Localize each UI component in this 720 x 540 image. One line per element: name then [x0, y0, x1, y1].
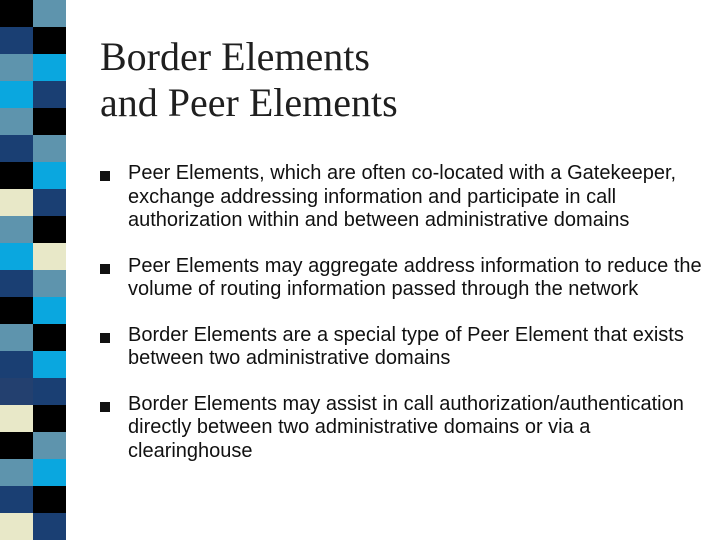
bullet-item	[100, 324, 710, 371]
stripe-cell	[33, 135, 66, 162]
slide-title-line-2: and Peer Elements	[100, 80, 398, 125]
stripe-cell	[33, 0, 66, 27]
stripe-cell	[0, 54, 33, 81]
stripe-cell	[0, 432, 33, 459]
square-bullet-icon	[100, 171, 110, 181]
stripe-cell	[33, 27, 66, 54]
stripe-cell	[0, 216, 33, 243]
stripe-cell	[0, 243, 33, 270]
stripe-cell	[0, 378, 33, 405]
stripe-cell	[33, 324, 66, 351]
stripe-cell	[33, 81, 66, 108]
decorative-stripe-bar	[0, 0, 66, 540]
stripe-cell	[33, 297, 66, 324]
stripe-cell	[0, 486, 33, 513]
stripe-cell	[33, 378, 66, 405]
stripe-cell	[33, 54, 66, 81]
stripe-cell	[0, 405, 33, 432]
stripe-cell	[0, 27, 33, 54]
stripe-cell	[33, 162, 66, 189]
stripe-cell	[0, 81, 33, 108]
bullet-item	[100, 393, 710, 464]
stripe-cell	[33, 513, 66, 540]
stripe-cell	[33, 189, 66, 216]
bullet-text: Border Elements are a special type of Peer Element that exists between two administrative domains	[128, 323, 684, 369]
bullet-item	[100, 162, 710, 233]
stripe-cell	[0, 189, 33, 216]
slide-title	[100, 34, 700, 126]
bullet-text: Peer Elements, which are often co-located with a Gatekeeper, exchange addressing information and participate in call authorization within and between administrative domains	[128, 162, 677, 231]
stripe-cell	[0, 513, 33, 540]
stripe-cell	[0, 297, 33, 324]
bullet-list	[100, 162, 710, 463]
stripe-cell	[33, 270, 66, 297]
stripe-cell	[33, 108, 66, 135]
stripe-cell	[0, 351, 33, 378]
stripe-cell	[33, 351, 66, 378]
stripe-cell	[33, 216, 66, 243]
stripe-cell	[0, 459, 33, 486]
square-bullet-icon	[100, 333, 110, 343]
square-bullet-icon	[100, 402, 110, 412]
stripe-cell	[0, 108, 33, 135]
stripe-cell	[33, 459, 66, 486]
stripe-cell	[33, 486, 66, 513]
stripe-cell	[0, 0, 33, 27]
bullet-text: Border Elements may assist in call authorization/authentication directly between two administrative domains or via a clearinghouse	[128, 392, 684, 462]
bullet-item	[100, 255, 710, 302]
stripe-cell	[33, 243, 66, 270]
stripe-cell	[33, 405, 66, 432]
stripe-cell	[0, 135, 33, 162]
slide-title-line-1: Border Elements	[100, 34, 370, 79]
stripe-cell	[0, 324, 33, 351]
stripe-cell	[0, 162, 33, 189]
stripe-cell	[0, 270, 33, 297]
stripe-cell	[33, 432, 66, 459]
bullet-text: Peer Elements may aggregate address information to reduce the volume of routing information passed through the network	[128, 254, 702, 300]
square-bullet-icon	[100, 264, 110, 274]
